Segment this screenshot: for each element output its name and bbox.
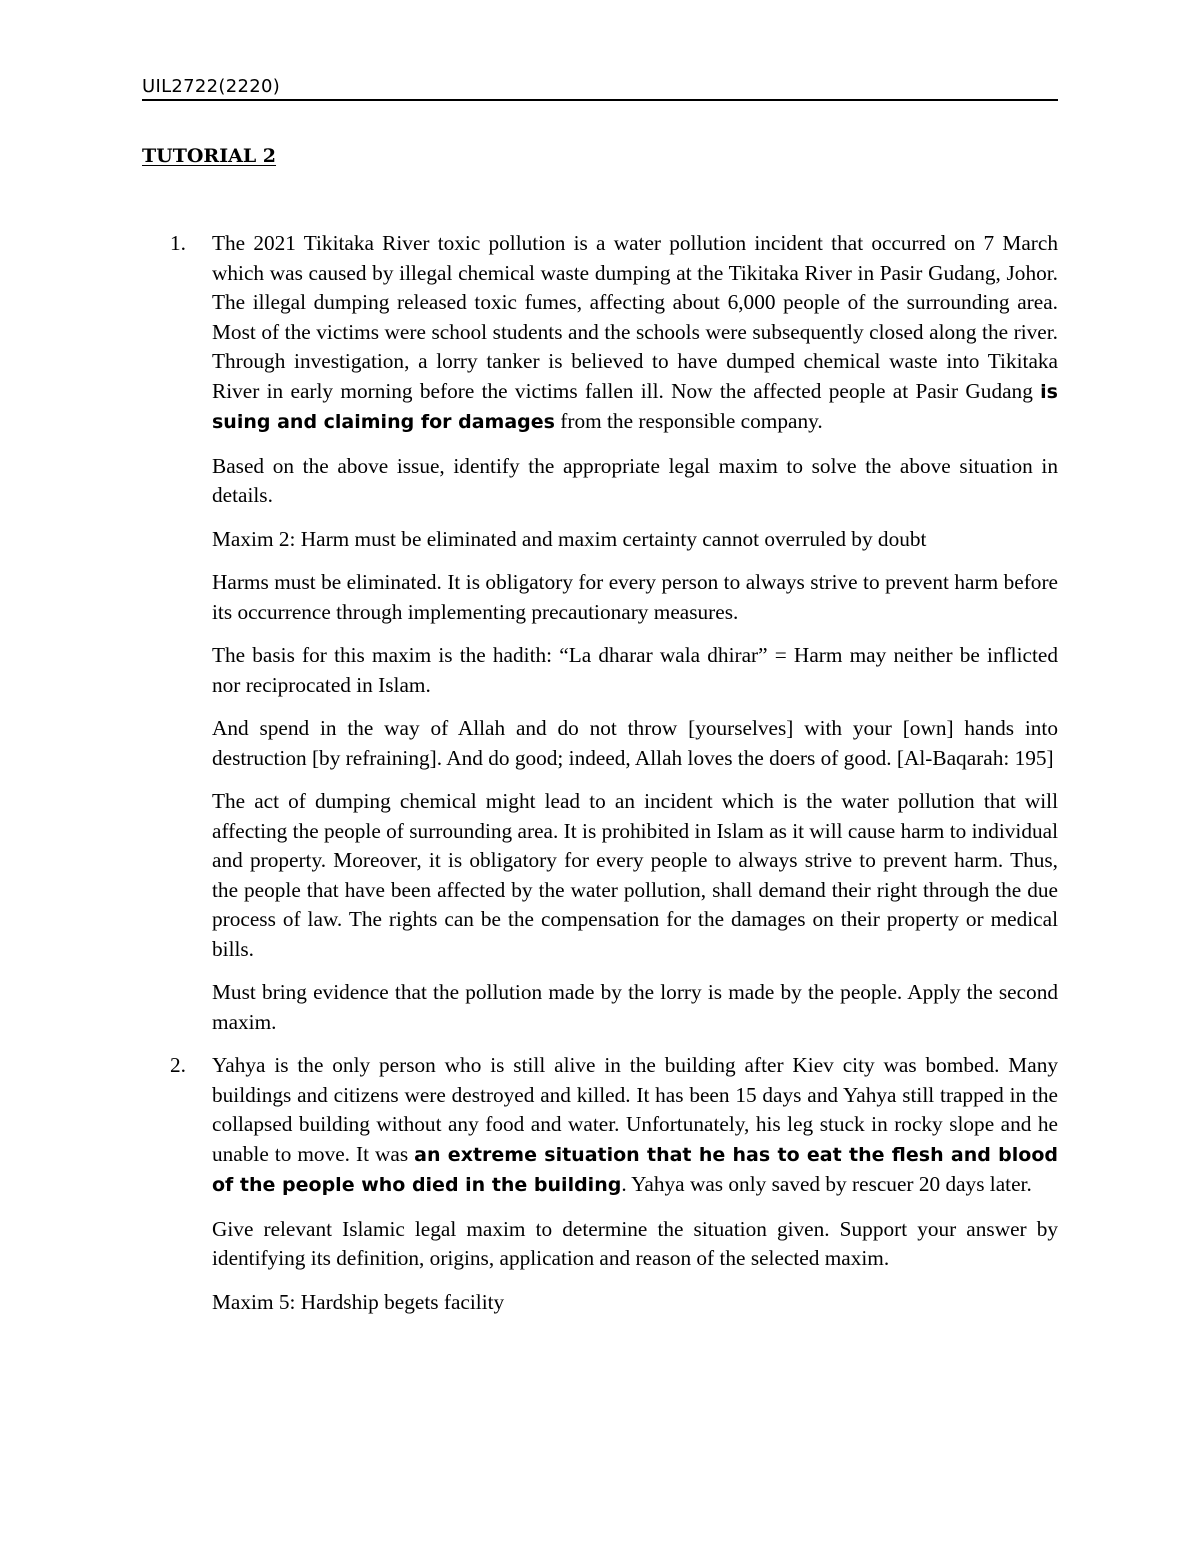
question-text <box>212 229 1058 438</box>
header-divider <box>142 99 1058 101</box>
answer-paragraph: Must bring evidence that the pollution made by the lorry is made by the people. Apply the second maxim. <box>212 980 1058 1034</box>
question-1 <box>170 229 1058 1037</box>
answer-paragraph: Harms must be eliminated. It is obligatory for every person to always strive to prevent harm before its occurrence through implementing precautionary measures. <box>212 570 1058 624</box>
question-text-part: The 2021 Tikitaka River toxic pollution is a water pollution incident that occurred on 7 March which was caused by illegal chemical waste dumping at the Tikitaka River in Pasir Gudang, Johor. The illegal dumping released toxic fumes, affecting about 6,000 people of the surrounding area. Most of the victims were school students and the schools were subsequently closed along the river. Through investigation, a lorry tanker is believed to have dumped chemical waste into Tikitaka River in early morning before the victims fallen ill. Now the affected people at Pasir Gudang <box>212 231 1058 403</box>
question-task: Based on the above issue, identify the appropriate legal maxim to solve the above situation in details. <box>212 453 1058 507</box>
tutorial-content <box>170 229 1058 1331</box>
page-title: TUTORIAL 2 <box>142 145 277 167</box>
answer-maxim: Maxim 2: Harm must be eliminated and maxim certainty cannot overruled by doubt <box>212 526 927 551</box>
course-code: UIL2722(2220) <box>142 76 281 97</box>
question-number: 1. <box>170 231 186 255</box>
question-emphasis: an extreme situation that he has to eat the flesh and blood of the people who died in the building <box>212 1143 1058 1196</box>
question-text-part: from the responsible company. <box>554 409 823 433</box>
question-text <box>212 1051 1058 1201</box>
question-number: 2. <box>170 1053 186 1077</box>
question-text-part: . Yahya was only saved by rescuer 20 days later. <box>621 1172 1032 1196</box>
answer-paragraph: The act of dumping chemical might lead to an incident which is the water pollution that will affecting the people of surrounding area. It is prohibited in Islam as it will cause harm to individual and property. Moreover, it is obligatory for every people to always strive to prevent harm. Thus, the people that have been affected by the water pollution, shall demand their right through the due process of law. The rights can be the compensation for the damages on their property or medical bills. <box>212 789 1058 961</box>
question-emphasis: is suing and claiming for damages <box>212 380 1058 433</box>
answer-paragraph: And spend in the way of Allah and do not throw [yourselves] with your [own] hands into destruction [by refraining]. And do good; indeed, Allah loves the doers of good. [Al-Baqarah: 195] <box>212 716 1058 770</box>
question-task: Give relevant Islamic legal maxim to determine the situation given. Support your answer by identifying its definition, origins, application and reason of the selected maxim. <box>212 1216 1058 1270</box>
question-text-part: Yahya is the only person who is still alive in the building after Kiev city was bombed. Many buildings and citizens were destroyed and killed. It has been 15 days and Yahya still trapped in the collapsed building without any food and water. Unfortunately, his leg stuck in rocky slope and he unable to move. It was <box>212 1053 1058 1166</box>
answer-paragraph: The basis for this maxim is the hadith: “La dharar wala dhirar” = Harm may neither be inflicted nor reciprocated in Islam. <box>212 643 1058 697</box>
question-2 <box>170 1051 1058 1317</box>
answer-maxim: Maxim 5: Hardship begets facility <box>212 1289 505 1314</box>
